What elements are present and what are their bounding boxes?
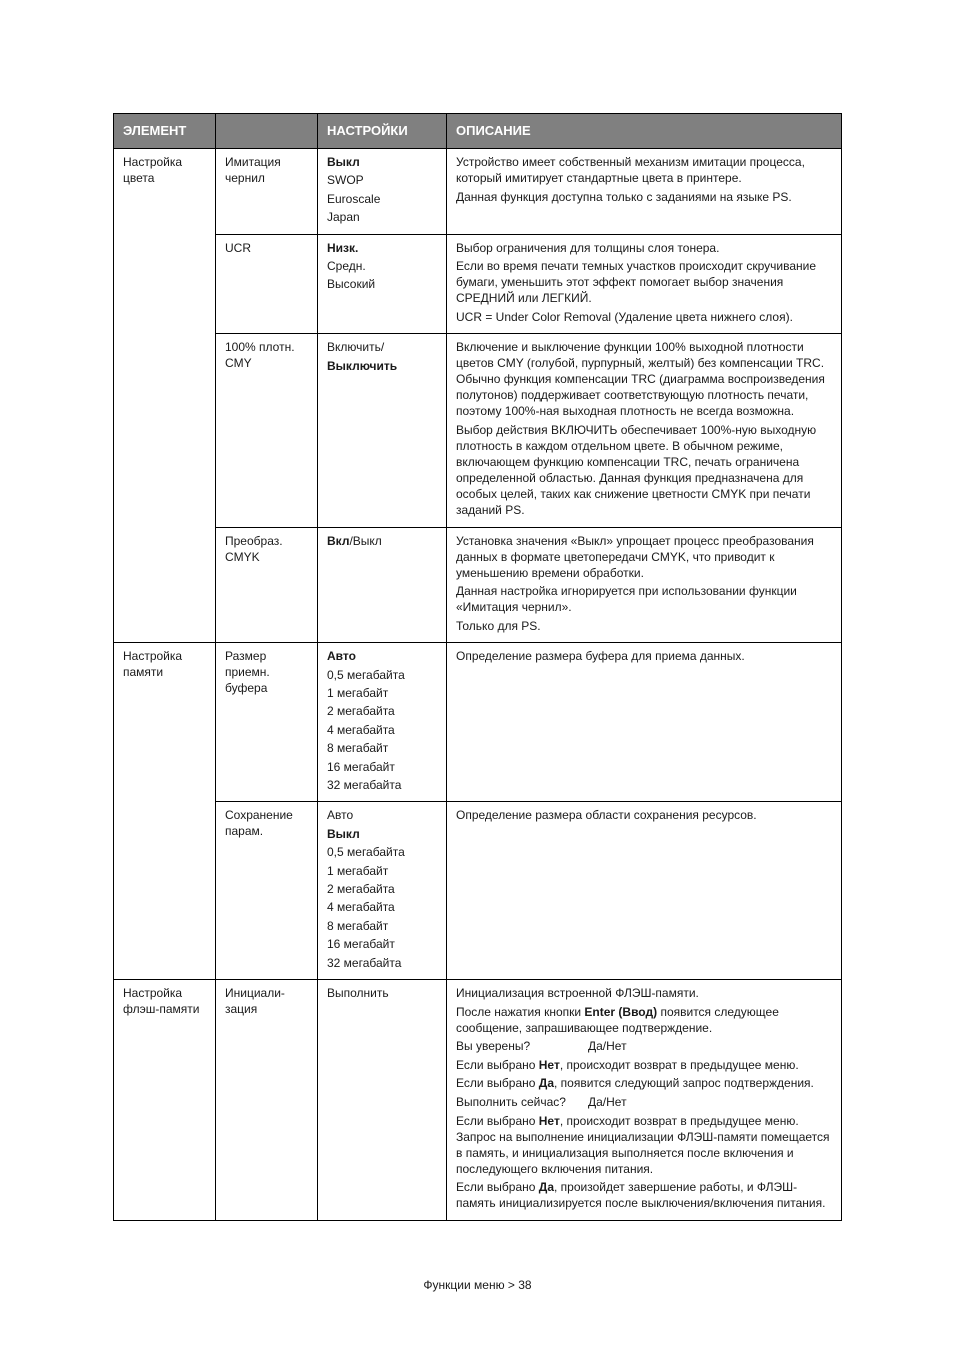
description-text: Да — [538, 1076, 554, 1091]
description-text: Выбор действия ВКЛЮЧИТЬ обеспечивает 100%-ную выходную плотность в каждом отдельном цвете. В обычном режиме, включающем функцию компенсации TRC, печать ограничена определенной областью. Данная функция предназначена для особых целей, таких как снижение цветности CMYK при печати заданий PS. — [456, 422, 817, 517]
option-line — [327, 533, 437, 549]
table-row — [114, 643, 842, 802]
description-cell — [447, 527, 842, 643]
option-line: Авто — [327, 649, 356, 664]
header-settings: НАСТРОЙКИ — [318, 114, 447, 149]
option-cell — [318, 334, 447, 527]
option-line: 16 мегабайт — [327, 937, 395, 952]
description-text: Если выбрано — [456, 1113, 539, 1128]
description-text: Устройство имеет собственный механизм имитации процесса, который имитирует стандартные цвета в принтере. — [456, 155, 805, 185]
table-row — [114, 234, 842, 334]
item-cell: Инициали-зация — [216, 979, 318, 1220]
option-line: 32 мегабайта — [327, 955, 402, 970]
header-item — [216, 114, 318, 149]
header-element: ЭЛЕМЕНТ — [114, 114, 216, 149]
item-cell: 100% плотн. CMY — [216, 334, 318, 527]
description-paragraph — [456, 309, 832, 325]
description-text: После нажатия кнопки — [456, 1004, 585, 1019]
description-text: Если выбрано — [456, 1076, 539, 1091]
description-paragraph — [456, 154, 832, 186]
option-line: 4 мегабайта — [327, 722, 395, 737]
description-paragraph — [456, 618, 832, 634]
option-cell — [318, 527, 447, 643]
confirmation-prompt — [456, 1094, 832, 1110]
menu-settings-table — [113, 113, 842, 1221]
description-text: , происходит возврат в предыдущее меню. Запрос на выполнение инициализации ФЛЭШ-памяти помещается в память, и инициализация выполняется после включения и последующего включения питания. — [456, 1113, 830, 1176]
item-cell: UCR — [216, 234, 318, 334]
description-paragraph — [456, 1179, 832, 1211]
description-cell — [447, 643, 842, 802]
option-line: 2 мегабайта — [327, 882, 395, 896]
description-paragraph — [456, 985, 832, 1001]
description-cell — [447, 234, 842, 334]
item-cell: Сохранение парам. — [216, 802, 318, 980]
description-paragraph — [456, 1113, 832, 1177]
option-cell — [318, 234, 447, 334]
option-line: 8 мегабайт — [327, 918, 389, 933]
option-line: Средн. — [327, 258, 366, 273]
description-paragraph — [456, 807, 832, 823]
description-text: Установка значения «Выкл» упрощает процесс преобразования данных в формате цветопередачи CMYK, что приводит к уменьшению времени обработки. — [456, 533, 814, 580]
option-cell — [318, 149, 447, 235]
description-text: Инициализация встроенной ФЛЭШ-памяти. — [456, 985, 699, 1000]
description-paragraph — [456, 1075, 832, 1091]
description-text: Нет — [538, 1057, 560, 1072]
description-text: Если выбрано — [456, 1057, 539, 1072]
description-paragraph — [456, 1057, 832, 1073]
table-row — [114, 979, 842, 1220]
description-text: Да — [538, 1180, 554, 1195]
table-row — [114, 149, 842, 235]
option-line: Выключить — [327, 358, 398, 373]
prompt-answer: Да/Нет — [588, 1094, 627, 1109]
table-body — [114, 149, 842, 1221]
table-header-row — [114, 114, 842, 149]
item-cell: Имитация чернил — [216, 149, 318, 235]
option-line: 2 мегабайта — [327, 704, 395, 719]
description-cell — [447, 979, 842, 1220]
description-text: Данная настройка игнорируется при использовании функции «Имитация чернил». — [456, 584, 797, 615]
table-row — [114, 334, 842, 527]
option-line: Japan — [327, 210, 360, 225]
description-paragraph — [456, 240, 832, 256]
description-cell — [447, 334, 842, 527]
item-cell: Размер приемн. буфера — [216, 643, 318, 802]
description-text: Данная функция доступна только с заданиями на языке PS. — [456, 189, 792, 204]
description-text: Если во время печати темных участков происходит скручивание бумаги, уменьшить этот эффект помогает выбор значения СРЕДНИЙ или ЛЕГКИЙ. — [456, 259, 817, 306]
option-line: 16 мегабайт — [327, 759, 395, 774]
description-cell — [447, 802, 842, 980]
element-cell: Настройка цвета — [114, 149, 216, 643]
description-text: Выбор ограничения для толщины слоя тонера. — [456, 240, 720, 255]
option-line: 1 мегабайт — [327, 686, 389, 701]
option-part: Вкл — [327, 533, 350, 548]
option-line: 0,5 мегабайта — [327, 667, 405, 682]
option-line: 8 мегабайт — [327, 741, 389, 756]
description-paragraph — [456, 339, 832, 419]
option-line: 4 мегабайта — [327, 900, 395, 915]
description-text: Только для PS. — [456, 618, 541, 633]
description-text: Нет — [538, 1113, 560, 1128]
option-cell — [318, 979, 447, 1220]
description-text: Определение размера буфера для приема данных. — [456, 649, 745, 664]
description-paragraph — [456, 583, 832, 615]
description-text: Определение размера области сохранения ресурсов. — [456, 808, 757, 823]
description-text: , появится следующий запрос подтверждения. — [554, 1076, 814, 1091]
option-line: SWOP — [327, 173, 364, 188]
table-row — [114, 802, 842, 980]
option-line: Выкл — [327, 155, 360, 169]
option-line: Euroscale — [327, 191, 381, 206]
option-line: Выкл — [327, 826, 360, 841]
option-line: Включить/ — [327, 340, 385, 355]
option-line: 32 мегабайта — [327, 778, 402, 793]
description-text: UCR = Under Color Removal (Удаление цвета нижнего слоя). — [456, 309, 793, 324]
element-cell: Настройка флэш-памяти — [114, 979, 216, 1220]
description-text: Если выбрано — [456, 1180, 539, 1195]
confirmation-prompt — [456, 1038, 832, 1054]
description-text: Enter (Ввод) — [584, 1004, 658, 1019]
page-footer: Функции меню > 38 — [423, 1278, 532, 1292]
prompt-answer: Да/Нет — [588, 1039, 627, 1054]
description-text: Включение и выключение функции 100% выходной плотности цветов CMY (голубой, пурпурный, желтый) без компенсации TRC. Обычно функция компенсации TRC (диаграмма воспроизведения полутонов) поддерживает соответствующую плотность печати, поэтому 100%-ная выходная плотность не всегда возможна. — [456, 340, 825, 419]
prompt-question: Выполнить сейчас? — [456, 1094, 566, 1109]
option-cell — [318, 643, 447, 802]
description-paragraph — [456, 648, 832, 664]
option-line: 0,5 мегабайта — [327, 845, 405, 860]
description-paragraph — [456, 533, 832, 581]
description-paragraph — [456, 258, 832, 306]
description-paragraph — [456, 422, 832, 518]
element-cell: Настройка памяти — [114, 643, 216, 980]
item-cell: Преобраз. CMYK — [216, 527, 318, 643]
option-cell — [318, 802, 447, 980]
table-row — [114, 527, 842, 643]
option-line: Выполнить — [327, 985, 389, 1000]
description-text: , произойдет завершение работы, и ФЛЭШ-память инициализируется после выключения/включения питания. — [456, 1180, 826, 1211]
description-text: появится следующее сообщение, запрашивающее подтверждение. — [456, 1004, 779, 1035]
description-paragraph — [456, 1004, 832, 1036]
description-cell — [447, 149, 842, 235]
prompt-question: Вы уверены? — [456, 1039, 531, 1054]
description-paragraph — [456, 189, 832, 205]
option-line: 1 мегабайт — [327, 863, 389, 878]
description-text: , происходит возврат в предыдущее меню. — [559, 1057, 799, 1072]
option-line: Низк. — [327, 240, 359, 255]
option-line: Высокий — [327, 277, 376, 292]
header-description: ОПИСАНИЕ — [447, 114, 842, 149]
option-line: Авто — [327, 808, 354, 823]
option-part: /Выкл — [349, 533, 382, 548]
